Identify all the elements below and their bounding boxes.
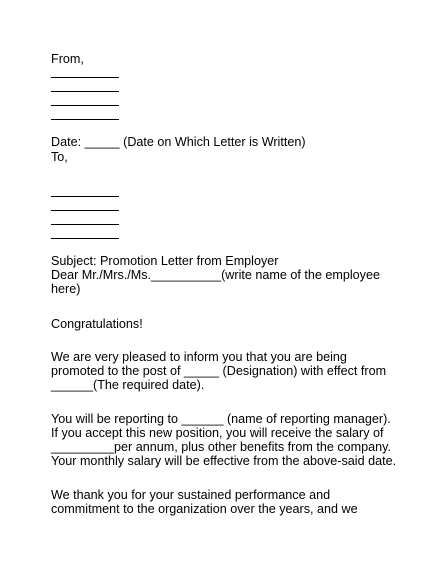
paragraph-2-line-4: Your monthly salary will be effective from the above-said date. (51, 454, 397, 468)
sender-blank-line-3 (51, 105, 119, 106)
recipient-blank-line-4 (51, 238, 119, 239)
congratulations-line: Congratulations! (51, 317, 143, 331)
paragraph-3-line-2: commitment to the organization over the years, and we (51, 502, 358, 516)
paragraph-2-line-3: _________per annum, plus other benefits from the company. (51, 440, 392, 454)
sender-blank-line-2 (51, 91, 119, 92)
recipient-blank-line-1 (51, 196, 119, 197)
salutation-line-1: Dear Mr./Mrs./Ms.__________(write name of the employee (51, 268, 380, 282)
subject-line: Subject: Promotion Letter from Employer (51, 254, 279, 268)
paragraph-1-line-2: promoted to the post of _____ (Designation) with effect from (51, 364, 387, 378)
to-label: To, (51, 150, 68, 164)
from-label: From, (51, 52, 84, 66)
salutation-line-2: here) (51, 282, 81, 296)
sender-blank-line-4 (51, 119, 119, 120)
recipient-blank-line-3 (51, 224, 119, 225)
paragraph-1-line-1: We are very pleased to inform you that you are being (51, 350, 347, 364)
paragraph-1-line-3: ______(The required date). (51, 378, 205, 392)
date-line: Date: _____ (Date on Which Letter is Written) (51, 135, 306, 149)
paragraph-2-line-2: If you accept this new position, you will receive the salary of (51, 426, 384, 440)
sender-blank-line-1 (51, 77, 119, 78)
recipient-blank-line-2 (51, 210, 119, 211)
paragraph-3-line-1: We thank you for your sustained performance and (51, 488, 331, 502)
paragraph-2-line-1: You will be reporting to ______ (name of reporting manager). (51, 412, 391, 426)
